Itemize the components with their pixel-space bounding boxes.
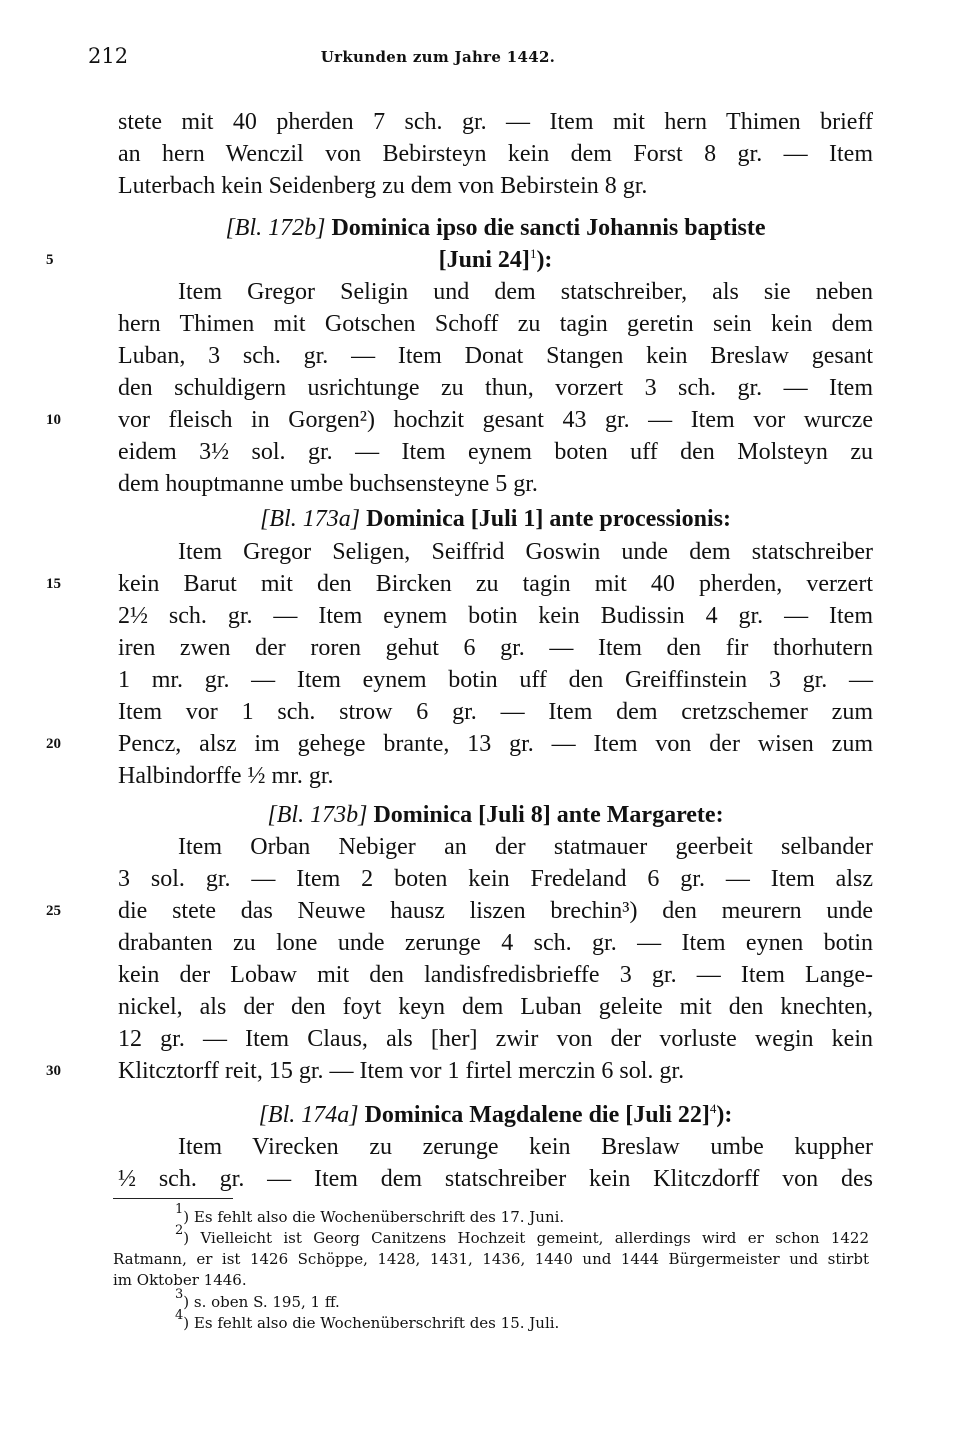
body-line: den schuldigern usrichtunge zu thun, vorzert 3 sch. gr. — Item [118,375,873,401]
body-line: kein Barut mit den Bircken zu tagin mit 40 pherden, verzert [118,571,873,597]
body-line: die stete das Neuwe hausz liszen brechin³) den meurern unde [118,898,873,924]
section-heading-cont [118,245,873,275]
body-line: vor fleisch in Gorgen²) hochzit gesant 43 gr. — Item vor wurcze [118,407,873,433]
running-head [88,44,878,74]
section-heading [118,1100,873,1130]
footnote-number: 1 [175,1202,184,1217]
footnote-paren: ) [183,1229,201,1247]
footnote [175,1202,565,1228]
body-line: stete mit 40 pherden 7 sch. gr. — Item mit hern Thimen brieff [118,109,873,135]
footnote-number: 4 [175,1308,184,1323]
body-line: kein der Lobaw mit den landisfredisbrieffe 3 gr. — Item Lange- [118,962,873,988]
footnote [175,1308,560,1334]
footnote-number: 2 [175,1223,184,1238]
section-heading [118,800,873,830]
line-number: 25 [46,903,61,919]
body-line: dem houptmanne umbe buchsensteyne 5 gr. [118,471,538,497]
section-title-suffix: ): [536,247,553,273]
body-line: Item vor 1 sch. strow 6 gr. — Item dem cretzschemer zum [118,699,873,725]
body-line: eidem 3½ sol. gr. — Item eynem boten uff den Molsteyn zu [118,439,873,465]
footnote [175,1287,340,1313]
footnote-text: Vielleicht ist Georg Canitzens Hochzeit gemeint, allerdings wird er schon 1422 [200,1229,870,1247]
folio-reference: [Bl. 173a] [260,506,361,532]
footnote-text: Es fehlt also die Wochenüberschrift des 17. Juni. [193,1208,565,1226]
footnote-number: 3 [175,1287,184,1302]
body-line: Luterbach kein Seidenberg zu dem von Bebirstein 8 gr. [118,173,648,199]
section-title: Dominica [Juli 1] ante processionis: [366,506,731,532]
section-heading [118,213,873,243]
footnote-rule [113,1198,233,1199]
footnote-continuation: Ratmann, er ist 1426 Schöppe, 1428, 1431, 1436, 1440 und 1444 Bürgermeister und stirbt [113,1250,869,1268]
body-line: Klitcztorff reit, 15 gr. — Item vor 1 firtel merczin 6 sol. gr. [118,1058,685,1084]
footnote [175,1223,870,1249]
body-line: Pencz, alsz im gehege brante, 13 gr. — Item von der wisen zum [118,731,873,757]
body-line: ½ sch. gr. — Item dem statschreiber kein Klitczdorff von des [118,1166,873,1192]
line-number: 10 [46,412,61,428]
body-line: 2½ sch. gr. — Item eynem botin kein Budissin 4 gr. — Item [118,603,873,629]
footnote-text: s. oben S. 195, 1 ff. [193,1293,340,1311]
body-line: Item Gregor Seligen, Seiffrid Goswin unde dem statschreiber [178,539,873,565]
body-line: Halbindorffe ½ mr. gr. [118,763,334,789]
body-line: Item Virecken zu zerunge kein Breslaw umbe kuppher [178,1134,873,1160]
footnote-mark: 4 [709,1101,717,1116]
body-line: 1 mr. gr. — Item eynem botin uff den Greiffinstein 3 gr. — [118,667,873,693]
line-number: 20 [46,736,61,752]
footnote-paren: ) [183,1293,194,1311]
section-heading [118,504,873,534]
section-date: [Juni 24] [438,247,530,273]
footnote-paren: ) [183,1208,194,1226]
body-line: Luban, 3 sch. gr. — Item Donat Stangen kein Breslaw gesant [118,343,873,369]
footnote-paren: ) [183,1314,194,1332]
section-title: Dominica Magdalene die [Juli 22] [364,1102,710,1128]
body-line: 3 sol. gr. — Item 2 boten kein Fredeland 6 gr. — Item alsz [118,866,873,892]
body-line: hern Thimen mit Gotschen Schoff zu tagin geretin sein kein dem [118,311,873,337]
body-line: Item Orban Nebiger an der statmauer geerbeit selbander [178,834,873,860]
body-line: drabanten zu lone unde zerunge 4 sch. gr. — Item eynen botin [118,930,873,956]
footnote-continuation: im Oktober 1446. [113,1271,247,1289]
section-title-suffix: ): [716,1102,733,1128]
folio-reference: [Bl. 174a] [258,1102,359,1128]
line-number: 30 [46,1063,61,1079]
body-line: nickel, als der den foyt keyn dem Luban geleite mit den knechten, [118,994,873,1020]
running-title: Urkunden zum Jahre 1442. [320,48,556,66]
body-line: iren zwen der roren gehut 6 gr. — Item den fir thorhutern [118,635,873,661]
line-number: 15 [46,576,61,592]
folio-reference: [Bl. 173b] [267,802,368,828]
footnote-mark: 1 [529,246,537,261]
body-line: an hern Wenczil von Bebirsteyn kein dem Forst 8 gr. — Item [118,141,873,167]
page-number: 212 [88,44,129,68]
folio-reference: [Bl. 172b] [225,215,326,241]
body-line: 12 gr. — Item Claus, als [her] zwir von der vorluste wegin kein [118,1026,873,1052]
section-title: Dominica [Juli 8] ante Margarete: [373,802,724,828]
line-number: 5 [46,252,54,268]
body-line: Item Gregor Seligin und dem statschreiber, als sie neben [178,279,873,305]
section-title: Dominica ipso die sancti Johannis baptiste [331,215,766,241]
footnote-text: Es fehlt also die Wochenüberschrift des 15. Juli. [193,1314,560,1332]
